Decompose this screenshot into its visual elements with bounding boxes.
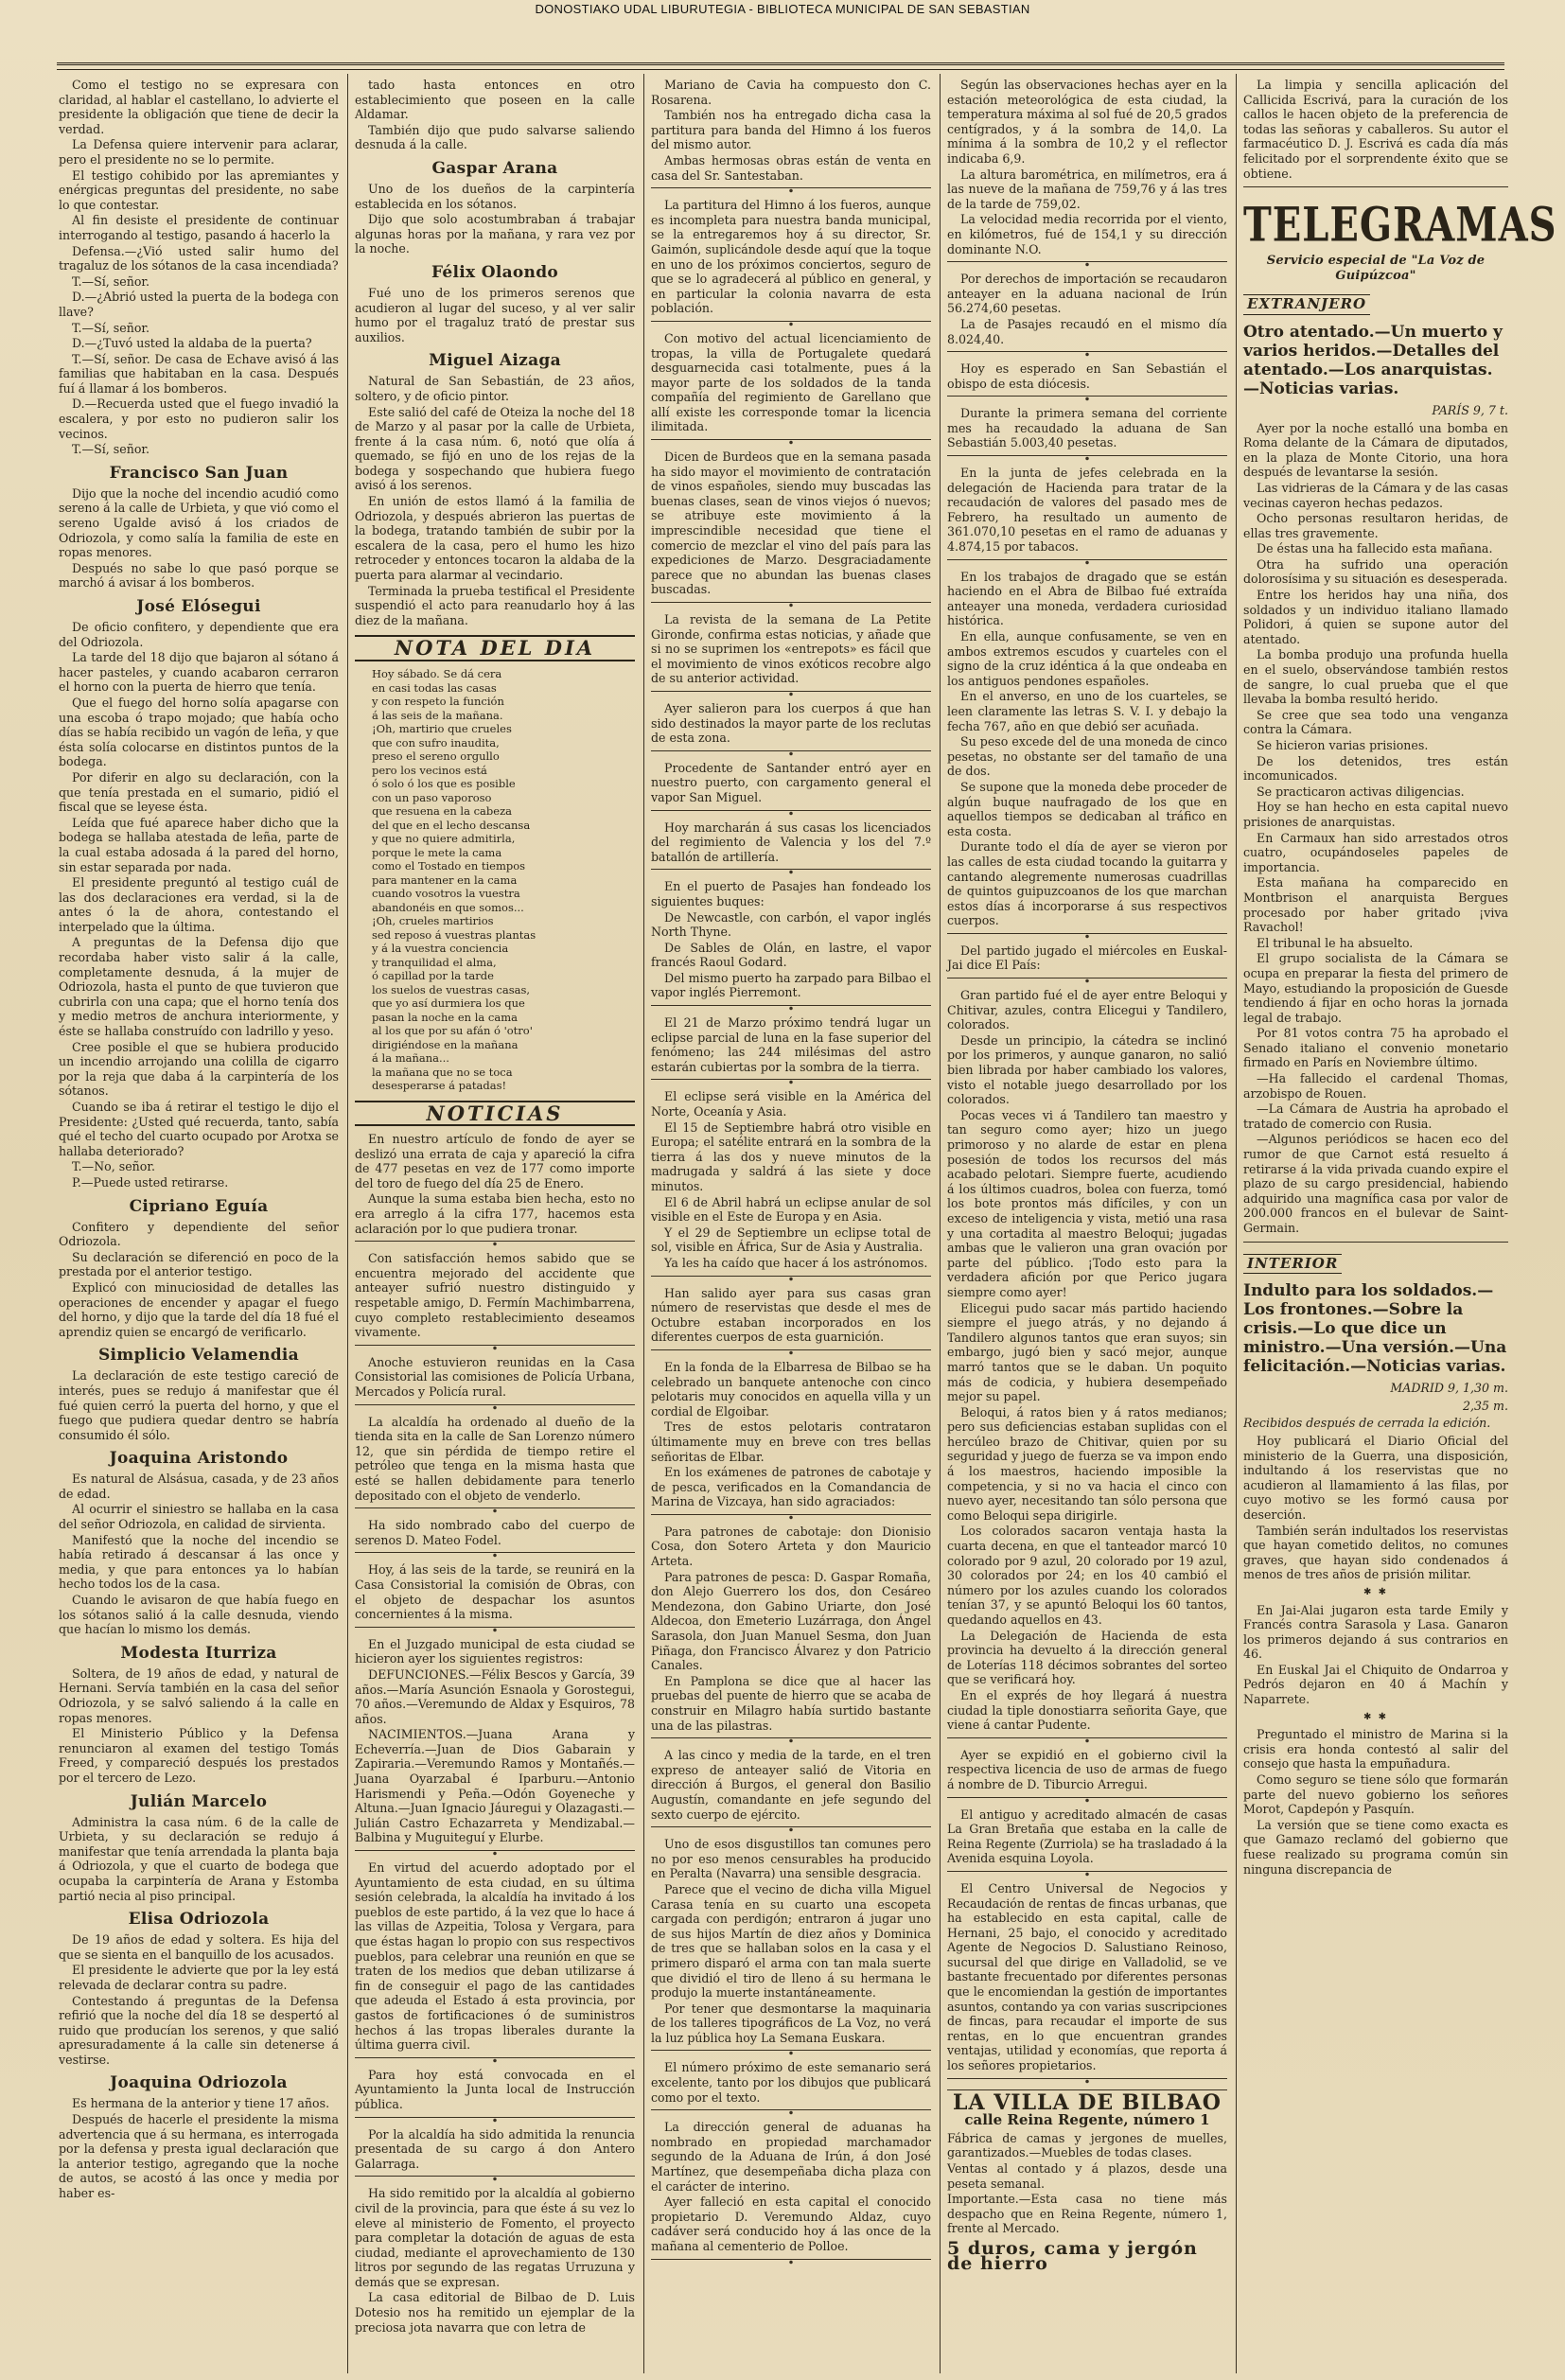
news-item: El 21 de Marzo próximo tendrá lugar un eclipse parcial de luna en la fase superior del fenómeno; las 244 milésimas del astro estarán cubiertas por la sombra de la tierra. — [651, 1015, 931, 1074]
telegram-paragraph: Hoy se han hecho en esta capital nuevo prisiones de anarquistas. — [1243, 800, 1508, 829]
section-tag-wrap — [1243, 1248, 1508, 1278]
ornament-divider — [355, 1850, 635, 1856]
poem-line: y que no quiere admitirla, — [372, 832, 516, 845]
ornament-divider — [651, 1514, 931, 1520]
news-item: Pocas veces vi á Tandilero tan maestro y tan seguro como ayer; hizo un juego primoroso y no alarde de estar en plena posesión de todos los recursos del más acabado pelotari. Siempre fuerte, acudiendo á los últimos cuadros, bolea con fuerza, tomó los bote prontos más difíciles, y con un exceso de inteligencia y vista, metió una rasa y una cortadita al maestro Beloqui; jugadas ambas que le valieron una gran ovación por parte del público. ¡Todo esto para la verdadera afición por que Perico jugara siempre como ayer! — [947, 1107, 1227, 1299]
ornament-divider — [651, 187, 931, 193]
news-item: En virtud del acuerdo adoptado por el Ayuntamiento de esta ciudad, en su última sesión celebrada, la alcaldía ha invitado á los pueblos de este partido, á la vez que lo hace á las villas de Azpeitia, Tolosa y Vergara, para que éstas hagan lo propio con sus respectivos pueblos, para celebrar una reunión en que se traten de los medios que deban utilizarse á fin de conseguir el pago de las cantidades que adeuda el Estado á esta provincia, por gastos de fortificaciones ó de suministros hechos á las tropas liberales durante la última guerra civil. — [355, 1860, 635, 2053]
poem-line: que resuena en la cabeza — [372, 804, 513, 818]
testimony-paragraph: Al fin desiste el presidente de continuar interrogando al testigo, pasando á hacerlo la — [59, 213, 339, 242]
testimony-paragraph: D.—Recuerda usted que el fuego invadió la escalera, y por esto no pudieron salir los vecinos. — [59, 397, 339, 441]
news-item: El eclipse será visible en la América del Norte, Oceanía y Asia. — [651, 1089, 931, 1119]
news-item: Beloqui, á ratos bien y á ratos medianos; pero sus deficiencias estaban suplidas con el hercúleo brazo de Chitivar, quien por su seguridad y juego de fuerza se va impon endo á los maestros, haciendo imposible la competencia, y si no va hacia el cinco con nuevo ayer, necesitando tan sólo persona que como Beloqui sepa dirigirle. — [947, 1404, 1227, 1523]
testimony-paragraph: Defensa.—¿Vió usted salir humo del tragaluz de los sótanos de la casa incendiada? — [59, 243, 339, 273]
ad-paragraph: La limpia y sencilla aplicación del Callicida Escrivá, para la curación de los callos le hacen objeto de la preferencia de todas las señoras y caballeros. Su autor el farmacéutico D. J. Escrivá es cada día más felicitado por el sorprendente éxito que se obtiene. — [1243, 78, 1508, 181]
ornament-divider — [651, 2109, 931, 2115]
testimony-paragraph: Al ocurrir el siniestro se hallaba en la casa del señor Odriozola, en calidad de sirvienta. — [59, 1502, 339, 1532]
testimony-paragraph: Por diferir en algo su declaración, con la que tenía prestada en el sumario, pidió el fiscal que se leyese ésta. — [59, 769, 339, 815]
ornament-divider — [651, 691, 931, 696]
news-item: Ha sido remitido por la alcaldía al gobierno civil de la provincia, para que éste á su vez lo eleve al ministerio de Fomento, el proyecto para completar la dotación de aguas de esta ciudad, mediante el aprovechamiento de 130 litros por segundo de las regatas Urruzuna y demás que se expresan. — [355, 2186, 635, 2289]
news-item: Han salido ayer para sus casas gran número de reservistas que desde el mes de Octubre estaban incorporados en los diferentes cuerpos de esta guarnición. — [651, 1285, 931, 1345]
news-item: Para patrones de cabotaje: don Dionisio Cosa, don Sotero Arteta y don Mauricio Arteta. — [651, 1524, 931, 1569]
telegram-paragraph: Se cree que sea todo una venganza contra la Cámara. — [1243, 707, 1508, 737]
ad-subtitle: calle Reina Regente, número 1 — [964, 2111, 1210, 2129]
news-item: El 6 de Abril habrá un eclipse anular de sol visible en el Este de Europa y en Asia. — [651, 1194, 931, 1225]
telegram-paragraph: Preguntado el ministro de Marina si la crisis era honda contestó al salir del consejo que hasta la empuñadura. — [1243, 1727, 1508, 1772]
testimony-paragraph: Explicó con minuciosidad de detalles las operaciones de encender y apagar el fuego del horno, y dijo que la tarde del día 18 fué el aprendiz quien se encargó de verificarlo. — [59, 1279, 339, 1339]
top-rule — [57, 62, 1504, 70]
ad-price: 5 duros, cama y jergón de hierro — [947, 2237, 1198, 2274]
telegram-paragraph: Otra ha sufrido una operación dolorosísima y su situación es desesperada. — [1243, 556, 1508, 587]
witness-heading: Joaquina Aristondo — [109, 1449, 289, 1469]
poem-line: los suelos de vuestras casas, — [372, 982, 531, 996]
news-item: Durante la primera semana del corriente mes ha recaudado la aduana de San Sebastián 5.003,40 pesetas. — [947, 406, 1227, 450]
testimony-paragraph: tado hasta entonces en otro establecimiento que poseen en la calle Aldamar. — [355, 78, 635, 122]
news-item: Hoy, á las seis de la tarde, se reunirá en la Casa Consistorial la comisión de Obras, con el objeto de despachar los asuntos concernientes á la misma. — [355, 1562, 635, 1622]
ornament-divider — [651, 869, 931, 874]
news-item: Elicegui pudo sacar más partido haciendo siempre el juego atrás, y no dejando á Tandilero algunos tantos que eran suyos; sin embargo, jugó bien y sacó mejor, aunque marró tantos que se le daban. Un poquito más de codicia, y hubiera desempeñado mejor su papel. — [947, 1300, 1227, 1404]
news-item: En el exprés de hoy llegará á nuestra ciudad la tiple donostiarra señorita Gaye, que viene á cantar Pudente. — [947, 1687, 1227, 1733]
telegram-paragraph: En Jai-Alai jugaron esta tarde Emily y Francés contra Sarasola y Lasa. Ganaron los primeros dejando á sus contrarios en 46. — [1243, 1602, 1508, 1662]
telegramas-title: TELEGRAMAS — [1243, 197, 1557, 253]
news-item: Para patrones de pesca: D. Gaspar Romaña, don Alejo Guerrero los dos, don Cesáreo Mendezona, don Gabino Uriarte, don José Aldecoa, don Emeterio Luzárraga, don Ángel Sarasola, don Juan Manuel Sesma, don Juan Piñaga, don Francisco Álvarez y don Patricio Canales. — [651, 1569, 931, 1673]
column-5 — [1243, 78, 1557, 2368]
ornament-divider — [947, 396, 1227, 401]
ornament-divider — [947, 933, 1227, 939]
witness-heading: Julián Marcelo — [130, 1791, 268, 1811]
poem-line: en casi todas las casas — [372, 680, 497, 695]
poem-line: sed reposo á vuestras plantas — [372, 927, 536, 942]
column-4 — [947, 78, 1227, 2368]
poem-line: pasan la noche en la cama — [372, 1010, 518, 1024]
poem-line: que yo así durmiera los que — [372, 996, 525, 1010]
ornament-divider — [355, 2117, 635, 2123]
news-item: Ha sido nombrado cabo del cuerpo de serenos D. Mateo Fodel. — [355, 1518, 635, 1547]
telegramas-subtitle: Servicio especial de "La Voz de Guipúzcoa" — [1266, 254, 1486, 283]
telegram-paragraph: La bomba produjo una profunda huella en el suelo, observándose también restos de sangre, lo cual prueba que el que llevaba la bomba resultó herido. — [1243, 647, 1508, 707]
ornament-divider — [947, 1737, 1227, 1743]
telegram-paragraph: La versión que se tiene como exacta es que Gamazo reclamó del gobierno que fuese realizado su programa común sin ninguna discrepancia de — [1243, 1817, 1508, 1877]
ornament-divider — [355, 2057, 635, 2063]
testimony-paragraph: Manifestó que la noche del incendio se había retirado á descansar á las once y media, y que para entonces ya lo habían hecho todos los de la casa. — [59, 1532, 339, 1592]
witness-heading: Miguel Aizaga — [429, 351, 561, 371]
witness-heading: Gaspar Arana — [431, 158, 558, 178]
nota-del-dia-poem — [372, 667, 618, 1093]
news-item: Dicen de Burdeos que en la semana pasada ha sido mayor el movimiento de contratación de vinos españoles, siendo muy buscadas las buenas clases, sean de vinos viejos ó nuevos; se atribuye este movimiento á la imprescindible necesidad que tiene el comercio de mezclar el vino del país para las expediciones de Marzo. Desgraciadamente parece que no abundan las buenas clases buscadas. — [651, 450, 931, 597]
telegram-paragraph: Se practicaron activas diligencias. — [1257, 784, 1465, 799]
testimony-paragraph: Que el fuego del horno solía apagarse con una escoba ó trapo mojado; que había ocho días se había recibido un vagón de leña, y que ésta solía colocarse en distintos puntos de la bodega. — [59, 695, 339, 769]
poem-line: á las seis de la mañana. — [372, 708, 503, 722]
news-item: En nuestro artículo de fondo de ayer se deslizó una errata de caja y apareció la cifra de 477 pesetas en vez de 177 como importe del toro de fuego del día 25 de Enero. — [355, 1132, 635, 1190]
telegram-paragraph: Por 81 votos contra 75 ha aprobado el Senado italiano el convenio monetario firmado en París en Noviembre último. — [1243, 1026, 1508, 1070]
news-item: Parece que el vecino de dicha villa Miguel Carasa tenía en su cuarto una escopeta cargada con perdigón; entraron á jugar uno de sus hijos Martín de diez años y Dominica de tres que se hallaban solos en la casa y el primero disparó el arma con tan mala suerte que dividió el tiro de lleno á su hermana le produjo la muerte instantáneamente. — [651, 1881, 931, 2001]
testimony-paragraph: La Defensa quiere intervenir para aclarar, pero el presidente no se lo permite. — [59, 137, 339, 167]
news-item: El antiguo y acreditado almacén de casas La Gran Bretaña que estaba en la calle de Reina Regente (Zurriola) se ha trasladado á la Avenida esquina Loyola. — [947, 1807, 1227, 1866]
testimony-paragraph: Uno de los dueños de la carpintería establecida en los sótanos. — [355, 181, 635, 211]
testimony-paragraph: T.—Sí, señor. — [72, 442, 150, 457]
news-item: La de Pasajes recaudó en el mismo día 8.024,40. — [947, 316, 1227, 346]
news-item: Gran partido fué el de ayer entre Beloqui y Chitivar, azules, contra Elicegui y Tandilero, colorados. — [947, 988, 1227, 1032]
ornament-divider — [651, 1079, 931, 1084]
telegram-paragraph: Las vidrieras de la Cámara y de las casas vecinas cayeron hechas pedazos. — [1243, 480, 1508, 510]
testimony-paragraph: D.—¿Tuvó usted la aldaba de la puerta? — [72, 336, 312, 351]
testimony-paragraph: Cuando le avisaron de que había fuego en los sótanos salió á la calle desnuda, viendo que hacían lo mismo los demás. — [59, 1593, 339, 1637]
testimony-paragraph: Leída que fué aparece haber dicho que la bodega se hallaba atestada de leña, parte de la cual estaba adosada á la pared del horno, sin estar separada por nada. — [59, 815, 339, 874]
news-item: De Sables de Olán, en lastre, el vapor francés Raoul Godard. — [651, 940, 931, 970]
column-2 — [355, 78, 635, 2368]
testimony-paragraph: T.—Sí, señor. — [72, 320, 150, 335]
telegram-paragraph: —La Cámara de Austria ha aprobado el tratado de comercio con Rusia. — [1243, 1102, 1508, 1131]
testimony-paragraph: Después no sabe lo que pasó porque se marchó á avisar á los bomberos. — [59, 560, 339, 591]
poem-line: preso el sereno orgullo — [372, 749, 500, 763]
poem-line: y con respeto la función — [372, 695, 504, 708]
testimony-paragraph: La declaración de este testigo careció de interés, pues se redujo á manifestar que él fué quien cerró la puerta del horno, y que el fuego que pudiera quedar dentro se habría consumido él sólo. — [59, 1368, 339, 1442]
telegram-paragraph: Entre los heridos hay una niña, dos soldados y un individuo italiano llamado Polidori, á quien se supone autor del atentado. — [1243, 588, 1508, 646]
news-item: Su peso excede del de una moneda de cinco pesetas, no obstante ser del tamaño de una de dos. — [947, 734, 1227, 779]
poem-line: del que en el lecho descansa — [372, 818, 531, 832]
dateline-madrid: MADRID 9, 1,30 m. — [1390, 1381, 1508, 1396]
news-item: Hoy es esperado en San Sebastián el obispo de esta diócesis. — [947, 361, 1227, 391]
news-item: La Delegación de Hacienda de esta provincia ha devuelto á la dirección general de Loterías 118 décimos sobrantes del sorteo que se verificará hoy. — [947, 1628, 1227, 1687]
testimony-paragraph: Como el testigo no se expresara con claridad, al hablar el castellano, lo advierte el presidente la obligación que tiene de decir la verdad. — [59, 78, 339, 136]
news-item: La dirección general de aduanas ha nombrado en propiedad marchamador segundo de la Aduana de Irún, á don José Martínez, que desempeñaba dicha plaza con el carácter de interino. — [651, 2120, 931, 2194]
poem-line: al los que por su afán ó 'otro' — [372, 1024, 533, 1037]
telegram-paragraph: Ocho personas resultaron heridas, de ellas tres gravemente. — [1243, 511, 1508, 540]
telegram-paragraph: Hoy publicará el Diario Oficial del ministerio de la Guerra, una disposición, indultando á los reservistas que no acudieron al llamamiento á las filas, por cuyo motivo se les formó causa por deserción. — [1243, 1433, 1508, 1522]
witness-heading: Cipriano Eguía — [129, 1196, 269, 1216]
testimony-paragraph: Después de hacerle el presidente la misma advertencia que á su hermana, es interrogada por la defensa y presta igual declaración que la anterior testigo, agregando que la noche de autos, se acostó á las once y media por haber es- — [59, 2112, 339, 2201]
news-item: Se supone que la moneda debe proceder de algún buque naufragado de los que en aquellos tiempos se dedicaban al tráfico en esta costa. — [947, 779, 1227, 838]
ornament-divider — [355, 1241, 635, 1246]
poem-line: y tranquilidad el alma, — [372, 955, 497, 969]
news-item: En Pamplona se dice que al hacer las pruebas del puente de hierro que se acaba de construir en Milagro había surtido bastante una de las pilastras. — [651, 1673, 931, 1733]
news-item: Uno de esos disgustillos tan comunes pero no por eso menos censurables ha producido en Peralta (Navarra) una sensible desgracia. — [651, 1837, 931, 1881]
poem-line: pero los vecinos está — [372, 763, 487, 777]
testimony-paragraph: Es hermana de la anterior y tiene 17 años. — [72, 2096, 330, 2111]
testimony-paragraph: Dijo que la noche del incendio acudió como sereno á la calle de Urbieta, y que vió como el sereno Ugalde avisó á los criados de Odriozola, y como salía la familia de este en ropas menores. — [59, 485, 339, 560]
noticias-title: NOTICIAS — [355, 1101, 635, 1127]
poem-line: porque le mete la cama — [372, 845, 502, 859]
news-item: La partitura del Himno á los fueros, aunque es incompleta para nuestra banda municipal, se la entregaremos hoy á su director, Sr. Gaimón, suplicándole desde aquí que la toque en uno de los próximos conciertos, seguro de que se lo agradecerá al público en general, y en particular la colonia navarra de esta población. — [651, 198, 931, 316]
news-item: Aunque la suma estaba bien hecha, esto no era arreglo á la cifra 177, hacemos esta aclaración por lo que pudiera tronar. — [355, 1191, 635, 1236]
news-item: En el puerto de Pasajes han fondeado los siguientes buques: — [651, 879, 931, 908]
news-item: El número próximo de este semanario será excelente, tanto por los dibujos que publicará como por el texto. — [651, 2060, 931, 2105]
telegram-paragraph: Se hicieron varias prisiones. — [1257, 738, 1429, 752]
ornament-divider — [947, 455, 1227, 461]
ornament-divider — [651, 1276, 931, 1281]
news-item: Según las observaciones hechas ayer en la estación meteorológica de esta ciudad, la temperatura máxima al sol fué de 20,5 grados centígrados, y á la sombra de 14,0. La mínima á la sombra de 10,2 y el reflector indicaba 6,9. — [947, 78, 1227, 166]
testimony-paragraph: P.—Puede usted retirarse. — [72, 1174, 229, 1190]
poem-line: y á la vuestra conciencia — [372, 942, 509, 955]
ornament-divider — [947, 559, 1227, 565]
news-item: En la junta de jefes celebrada en la delegación de Hacienda para tratar de la recaudación de valores del pasado mes de Febrero, ha resultado un aumento de 361.070,10 pesetas en el ramo de aduanas y 4.874,15 por tabacos. — [947, 466, 1227, 555]
ad-body: Fábrica de camas y jergones de muelles, garantizados.—Muebles de todas clases. — [947, 2130, 1227, 2160]
ad-important: Importante.—Esta casa no tiene más despacho que en Reina Regente, número 1, frente al Mercado. — [947, 2192, 1227, 2236]
testimony-paragraph: El testigo cohibido por las apremiantes y enérgicas preguntas del presidente, no sabe lo que contestar. — [59, 167, 339, 212]
poem-line: ¡Oh, martirio que crueles — [372, 722, 512, 735]
telegram-paragraph: El tribunal le ha absuelto. — [1257, 935, 1414, 950]
news-item: La velocidad media recorrida por el viento, en kilómetros, fué de 154,1 y su dirección dominante N.O. — [947, 212, 1227, 256]
ornament-divider — [947, 1871, 1227, 1877]
testimony-paragraph: Cuando se iba á retirar el testigo le dijo el Presidente: ¿Usted qué recuerda, tanto, sabía qué el techo del cuarto ocupado por Arotxa se hallaba deteriorado? — [59, 1100, 339, 1158]
ad-body: Ventas al contado y á plazos, desde una peseta semanal. — [947, 2161, 1227, 2191]
testimony-paragraph: También dijo que pudo salvarse saliendo desnuda á la calle. — [355, 122, 635, 152]
ornament-divider — [651, 1826, 931, 1832]
news-item: Desde un principio, la cátedra se inclinó por los primeros, y aunque ganaron, no salió bien librada por haber cambiado los valores, visto el notable juego desarrollado por los colorados. — [947, 1032, 1227, 1107]
ornament-divider — [651, 1349, 931, 1355]
witness-heading: Francisco San Juan — [109, 463, 289, 483]
ornament-divider — [947, 351, 1227, 357]
testimony-paragraph: El presidente le advierte que por la ley está relevada de declarar contra su padre. — [59, 1963, 339, 1992]
testimony-paragraph: Es natural de Alsásua, casada, y de 23 años de edad. — [59, 1472, 339, 1501]
news-item: Ambas hermosas obras están de venta en casa del Sr. Santestaban. — [651, 152, 931, 183]
testimony-paragraph: Natural de San Sebastián, de 23 años, soltero, y de oficio pintor. — [355, 374, 635, 403]
stars-divider: ✱ ✱ — [1363, 1711, 1388, 1722]
poem-line: dirigiéndose en la mañana — [372, 1037, 519, 1051]
news-item: Ayer se expidió en el gobierno civil la respectiva licencia de uso de armas de fuego á nombre de D. Tiburcio Arregui. — [947, 1747, 1227, 1791]
witness-heading: Joaquina Odriozola — [110, 2073, 288, 2093]
news-item: Con satisfacción hemos sabido que se encuentra mejorado del accidente que anteayer sufrió nuestro distinguido y respetable amigo, D. Fermín Machimbarrena, cuyo completo restablecimiento deseamos vivamente. — [355, 1251, 635, 1340]
ornament-divider — [651, 810, 931, 816]
column-separator — [643, 74, 644, 2373]
poem-line: como el Tostado en tiempos — [372, 859, 526, 873]
news-item: Mariano de Cavia ha compuesto don C. Rosarena. — [651, 78, 931, 107]
ornament-divider — [355, 1627, 635, 1632]
witness-heading: José Elósegui — [136, 597, 261, 616]
news-item: Para hoy está convocada en el Ayuntamiento la Junta local de Instrucción pública. — [355, 2067, 635, 2111]
news-item: En los trabajos de dragado que se están haciendo en el Abra de Bilbao fué extraída anteayer una moneda, verdadera curiosidad histórica. — [947, 569, 1227, 628]
column-separator — [347, 74, 348, 2373]
poem-line: la mañana que no se toca — [372, 1065, 513, 1079]
testimony-paragraph: De oficio confitero, y dependiente que era del Odriozola. — [59, 620, 339, 649]
telegram-paragraph: Ayer por la noche estalló una bomba en Roma delante de la Cámara de diputados, en la plaza de Monte Citorio, una hora después de levantarse la sesión. — [1243, 420, 1508, 480]
news-item: Por la alcaldía ha sido admitida la renuncia presentada de su cargo á don Antero Galarraga. — [355, 2126, 635, 2171]
news-item: Hoy marcharán á sus casas los licenciados del regimiento de Valencia y los del 7.º batallón de artillería. — [651, 820, 931, 864]
testimony-paragraph: Fué uno de los primeros serenos que acudieron al lugar del suceso, y al ver salir humo por el tragaluz trató de prestar sus auxilios. — [355, 285, 635, 344]
ad-title: LA VILLA DE BILBAO — [953, 2089, 1222, 2115]
testimony-paragraph: La tarde del 18 dijo que bajaron al sótano á hacer pasteles, y cuando acabaron cerraron el horno con la puerta de hierro que tenía. — [59, 650, 339, 695]
ornament-divider — [651, 1005, 931, 1011]
ornament-divider — [355, 1552, 635, 1558]
witness-heading: Félix Olaondo — [431, 262, 559, 282]
news-item: Procedente de Santander entró ayer en nuestro puerto, con cargamento general el vapor San Miguel. — [651, 760, 931, 804]
testimony-paragraph: T.—No, señor. — [72, 1159, 156, 1174]
poem-line: ó solo ó los que es posible — [372, 777, 516, 790]
telegram-paragraph: —Algunos periódicos se hacen eco del rumor de que Carnot está resuelto á retirarse á la vida privada cuando expire el plazo de su cargo presidencial, habiendo adquirido una magnífica casa por valor de 200.000 francos en el bulevar de Saint-Germain. — [1243, 1132, 1508, 1235]
testimony-paragraph: En unión de estos llamó á la familia de Odriozola, y después abrieron las puertas de la bodega, tratando también de subir por la escalera de la casa, pero el humo les hizo retroceder y entonces tocaron la aldaba de la puerta para alarmar al vecindario. — [355, 494, 635, 583]
news-item: En el anverso, en uno de los cuarteles, se leen claramente las letras S. V. I. y debajo la fecha 767, año en que debió ser acuñada. — [947, 689, 1227, 733]
testimony-paragraph: A preguntas de la Defensa dijo que recordaba haber visto salir á la calle, completamente desnuda, á la mujer de Odriozola, hasta el punto de que tuvieron que cubrirla con una capa; que el horno tenía dos y medio metros de anchura interiormente, y éste se hallaba construído con ladrillo y yeso. — [59, 935, 339, 1039]
received-note: Recibidos después de cerrada la edición. — [1243, 1416, 1491, 1431]
testimony-paragraph: El presidente preguntó al testigo cuál de las dos declaraciones era verdad, si la de antes ó la de ahora, contestando el interpelado que la última. — [59, 875, 339, 934]
news-item: En la fonda de la Elbarresa de Bilbao se ha celebrado un banquete antenoche con cinco pelotaris muy conocidos en aquella villa y un cordial de Elgoibar. — [651, 1359, 931, 1419]
nota-del-dia-title: NOTA DEL DIA — [355, 635, 635, 661]
news-item: Los colorados sacaron ventaja hasta la cuarta decena, en que el tanteador marcó 10 colorado por 9 azul, 20 colorado por 19 azul, 30 colorados por 24; en los 40 cambió el número por los azules cuando los colorados tenían 37, y se apuntó Beloqui los 60 tantos, quedando aquellos en 43. — [947, 1524, 1227, 1627]
poem-line: Hoy sábado. Se dá cera — [372, 667, 502, 680]
news-item: Anoche estuvieron reunidas en la Casa Consistorial las comisiones de Policía Urbana, Mercados y Policía rural. — [355, 1354, 635, 1399]
ornament-divider — [947, 261, 1227, 267]
news-item: La casa editorial de Bilbao de D. Luis Dotesio nos ha remitido un ejemplar de la preciosa jota navarra que con letra de — [355, 2290, 635, 2335]
testimony-paragraph: Dijo que solo acostumbraban á trabajar algunas horas por la mañana, y rara vez por la noche. — [355, 212, 635, 256]
news-item: Tres de estos pelotaris contrataron últimamente muy en breve con tres bellas señoritas de Elbar. — [651, 1419, 931, 1464]
dateline-paris: PARÍS 9, 7 t. — [1432, 402, 1508, 417]
news-item: A las cinco y media de la tarde, en el tren expreso de anteayer salió de Vitoria en dirección á Burgos, el general don Basilio Augustín, comandante en jefe segundo del sexto cuerpo de ejército. — [651, 1748, 931, 1822]
ornament-divider — [651, 321, 931, 326]
headline-interior: Indulto para los soldados.—Los frontones.—Sobre la crisis.—Lo que dice un ministro.—Una versión.—Una felicitación.—Noticias varias. — [1243, 1281, 1507, 1377]
divider-rule — [1243, 1242, 1508, 1243]
interior-tag: INTERIOR — [1243, 1254, 1342, 1275]
testimony-paragraph: Confitero y dependiente del señor Odriozola. — [59, 1219, 339, 1249]
news-item: Del mismo puerto ha zarpado para Bilbao el vapor inglés Pierremont. — [651, 970, 931, 1000]
testimony-paragraph: Administra la casa núm. 6 de la calle de Urbieta, y su declaración se redujo á manifestar que tenía arrendada la planta baja á Odriozola, y que el cuarto de bodega que ocupaba la carpintería de Arana y Estomba partió necia al piso principal. — [59, 1814, 339, 1903]
telegram-paragraph: También serán indultados los reservistas que hayan cometido delitos, no comunes graves, que hayan sido condenados á menos de tres años de prisión militar. — [1243, 1523, 1508, 1582]
witness-heading: Simplicio Velamendia — [97, 1346, 300, 1366]
telegram-paragraph: Como seguro se tiene sólo que formarán parte del nuevo gobierno los señores Morot, Capdepón y Pasquín. — [1243, 1772, 1508, 1817]
extranjero-tag: EXTRANJERO — [1243, 294, 1370, 315]
dateline-madrid-2: 2,35 m. — [1463, 1398, 1508, 1413]
testimony-paragraph: Cree posible el que se hubiera producido un incendio arrojando una colilla de cigarro por la reja que daba á la carpintería de los sótanos. — [59, 1039, 339, 1099]
news-item: Con motivo del actual licenciamiento de tropas, la villa de Portugalete quedará desguarnecida casi totalmente, pues á la mayor parte de los soldados de la tanda compañía del regimiento de Garellano que allí existe les corresponde tomar la licencia ilimitada. — [651, 330, 931, 434]
ornament-divider — [355, 2176, 635, 2181]
news-item: En el Juzgado municipal de esta ciudad se hicieron ayer los siguientes registros: — [355, 1636, 635, 1666]
testimony-paragraph: D.—¿Abrió usted la puerta de la bodega con llave? — [59, 290, 339, 319]
telegram-paragraph: —Ha fallecido el cardenal Thomas, arzobispo de Rouen. — [1243, 1071, 1508, 1101]
telegram-paragraph: En Euskal Jai el Chiquito de Ondarroa y Pedrós dejaron en 40 á Machín y Naparrete. — [1243, 1662, 1508, 1707]
column-3 — [651, 78, 931, 2368]
telegram-paragraph: De éstas una ha fallecido esta mañana. — [1257, 541, 1493, 556]
news-item: El Centro Universal de Negocios y Recaudación de rentas de fincas urbanas, que ha establecido en esta capital, calle de Hernani, 25 bajo, el conocido y acreditado Agente de Negocios D. Salustiano Reinoso, sucursal del que dirige en Valladolid, se ve bastante frecuentado por diferentes personas que le encomiendan la gestión de importantes asuntos, contando ya con varias suscripciones de fincas, para recaudar el importe de sus rentas, en lo que encuentran grandes ventajas, utilidad y economías, que reporta á los señores propietarios. — [947, 1880, 1227, 2073]
news-item: NACIMIENTOS.—Juana Arana y Echeverría.—Juan de Dios Gabarain y Zapiraria.—Veremundo Ramos y Montañés.—Juana Oyarzabal é Iparburu.—Antonio Harismendi y Peña.—Odón Goyeneche y Altuna.—Juan Ignacio Jáuregui y Olazagasti.—Julián Castro Echazarreta y Mendizabal.—Balbina y Muguiteguí y Elurbe. — [355, 1727, 635, 1845]
testimony-paragraph: De 19 años de edad y soltera. Es hija del que se sienta en el banquillo de los acusados. — [59, 1932, 339, 1962]
ornament-divider — [355, 1507, 635, 1513]
poem-line: ó capillad por la tarde — [372, 969, 494, 982]
ornament-divider — [651, 602, 931, 608]
ornament-divider — [651, 1737, 931, 1743]
column-1 — [59, 78, 339, 2368]
news-item: Ayer falleció en esta capital el conocido propietario D. Veremundo Aldaz, cuyo cadáver será conducido hoy á las once de la mañana al cementerio de Polloe. — [651, 2195, 931, 2253]
divider-rule — [1243, 186, 1508, 187]
library-header: DONOSTIAKO UDAL LIBURUTEGIA - BIBLIOTECA MUNICIPAL DE SAN SEBASTIAN — [535, 2, 1030, 16]
news-item: El 15 de Septiembre habrá otro visible en Europa; el satélite entrará en la sombra de la tierra á las dos y nueve minutos de la madrugada y saldrá á las siete y doce minutos. — [651, 1119, 931, 1193]
news-item: Del partido jugado el miércoles en Euskal-Jai dice El País: — [947, 943, 1227, 973]
ornament-divider — [651, 750, 931, 756]
ornament-divider — [651, 2259, 931, 2265]
poem-line: ¡Oh, crueles martirios — [372, 914, 494, 927]
ornament-divider — [355, 1404, 635, 1410]
ornament-divider — [947, 2078, 1227, 2084]
news-item: La altura barométrica, en milímetros, era á las nueve de la mañana de 759,76 y á las tres de la tarde de 759,02. — [947, 167, 1227, 211]
news-item: Por derechos de importación se recaudaron anteayer en la aduana nacional de Irún 56.274,60 pesetas. — [947, 272, 1227, 316]
testimony-paragraph: Terminada la prueba testifical el Presidente suspendió el acto para reanudarlo hoy á las diez de la mañana. — [355, 583, 635, 627]
testimony-paragraph: T.—Sí, señor. De casa de Echave avisó á las familias que habitaban en la casa. Después fuí á llamar á los bomberos. — [59, 351, 339, 396]
stars-divider: ✱ ✱ — [1363, 1586, 1388, 1597]
news-item: Ayer salieron para los cuerpos á que han sido destinados la mayor parte de los reclutas de esta zona. — [651, 700, 931, 746]
news-item: Y el 29 de Septiembre un eclipse total de sol, visible en África, Sur de Asia y Australia. — [651, 1225, 931, 1255]
telegram-paragraph: En Carmaux han sido arrestados otros cuatro, ocupándoseles papeles de importancia. — [1243, 830, 1508, 874]
ornament-divider — [651, 439, 931, 445]
poem-line: desesperarse á patadas! — [372, 1079, 507, 1092]
testimony-paragraph: Contestando á preguntas de la Defensa refirió que la noche del día 18 se despertó al ruido que producían los serenos, y que salió apresuradamente á la calle sin detenerse á vestirse. — [59, 1993, 339, 2067]
poem-line: abandonéis en que somos... — [372, 900, 524, 914]
news-item: La revista de la semana de La Petite Gironde, confirma estas noticias, y añade que si no se suprimen los «entrepots» es fácil que el movimiento de vinos exóticos recobre algo de su anterior actividad. — [651, 612, 931, 686]
poem-line: que con sufro inaudita, — [372, 735, 500, 749]
column-separator — [1236, 74, 1237, 2373]
testimony-paragraph: El Ministerio Público y la Defensa renunciaron al examen del testigo Tomás Freed, y compareció después los prestados por el tercero de Lezo. — [59, 1726, 339, 1785]
poem-line: con un paso vaporoso — [372, 790, 492, 804]
telegram-paragraph: El grupo socialista de la Cámara se ocupa en preparar la fiesta del primero de Mayo, estudiando la proposición de Guesde tendiendo á fijar en ocho horas la jornada legal de trabajo. — [1243, 951, 1508, 1025]
testimony-paragraph: Soltera, de 19 años de edad, y natural de Hernani. Servía también en la casa del señor Odriozola, y se salvó saliendo á la calle en ropas menores. — [59, 1666, 339, 1725]
telegram-paragraph: Esta mañana ha comparecido en Montbrison el anarquista Bergues procesado por haber gritado ¡viva Ravachol! — [1243, 875, 1508, 935]
telegram-paragraph: De los detenidos, tres están incomunicados. — [1243, 753, 1508, 784]
witness-heading: Elisa Odriozola — [128, 1910, 270, 1930]
section-tag-wrap — [1243, 289, 1508, 319]
news-item: En ella, aunque confusamente, se ven en ambos extremos escudos y cuarteles con el signo de la cruz idéntica á la que ondeaba en los antiguos pendones españoles. — [947, 629, 1227, 688]
witness-heading: Modesta Iturriza — [120, 1643, 277, 1663]
news-item: En los exámenes de patrones de cabotaje y de pesca, verificados en la Comandancia de Marina de Vizcaya, han sido agraciados: — [651, 1465, 931, 1509]
news-item: De Newcastle, con carbón, el vapor inglés North Thyne. — [651, 909, 931, 940]
news-item: Por tener que desmontarse la maquinaria de los talleres tipográficos de La Voz, no verá la luz pública hoy La Semana Euskara. — [651, 2001, 931, 2045]
news-item: La alcaldía ha ordenado al dueño de la tienda sita en la calle de San Lorenzo número 12, que sin pérdida de tiempo retire el petróleo que tenga en la misma hasta que esté se hallen debidamente para tenerlo depositado con el objeto de venderlo. — [355, 1414, 635, 1503]
column-separator — [940, 74, 941, 2373]
poem-line: para mantener en la cama — [372, 873, 518, 887]
ornament-divider — [355, 1345, 635, 1350]
testimony-paragraph: Este salió del café de Oteiza la noche del 18 de Marzo y al pasar por la calle de Urbieta, frente á la casa núm. 6, notó que olía á quemado, se fijó en uno de los rejas de la bodega y sospechando que hubiera fuego avisó á los serenos. — [355, 404, 635, 493]
news-item: DEFUNCIONES.—Félix Bescos y García, 39 años.—María Asunción Esnaola y Gorostegui, 70 años.—Veremundo de Aldax y Esquiros, 78 años. — [355, 1666, 635, 1726]
news-item: También nos ha entregado dicha casa la partitura para banda del Himno á los fueros del mismo autor. — [651, 108, 931, 152]
news-item: Durante todo el día de ayer se vieron por las calles de esta ciudad tocando la guitarra y cantando alegremente numerosas cuadrillas de quintos guipuzcoanos de los que marchan estos días á incorporarse á sus respectivos cuerpos. — [947, 839, 1227, 928]
ornament-divider — [651, 2050, 931, 2055]
poem-line: á la mañana... — [372, 1051, 449, 1065]
testimony-paragraph: Su declaración se diferenció en poco de la prestada por el anterior testigo. — [59, 1249, 339, 1279]
testimony-paragraph: T.—Sí, señor. — [72, 273, 150, 289]
poem-line: cuando vosotros la vuestra — [372, 887, 520, 900]
headline-extranjero: Otro atentado.—Un muerto y varios heridos.—Detalles del atentado.—Los anarquistas.—Noticias varias. — [1243, 322, 1503, 398]
news-item: Ya les ha caído que hacer á los astrónomos. — [664, 1255, 928, 1270]
ornament-divider — [947, 1797, 1227, 1803]
ornament-divider — [947, 978, 1227, 983]
